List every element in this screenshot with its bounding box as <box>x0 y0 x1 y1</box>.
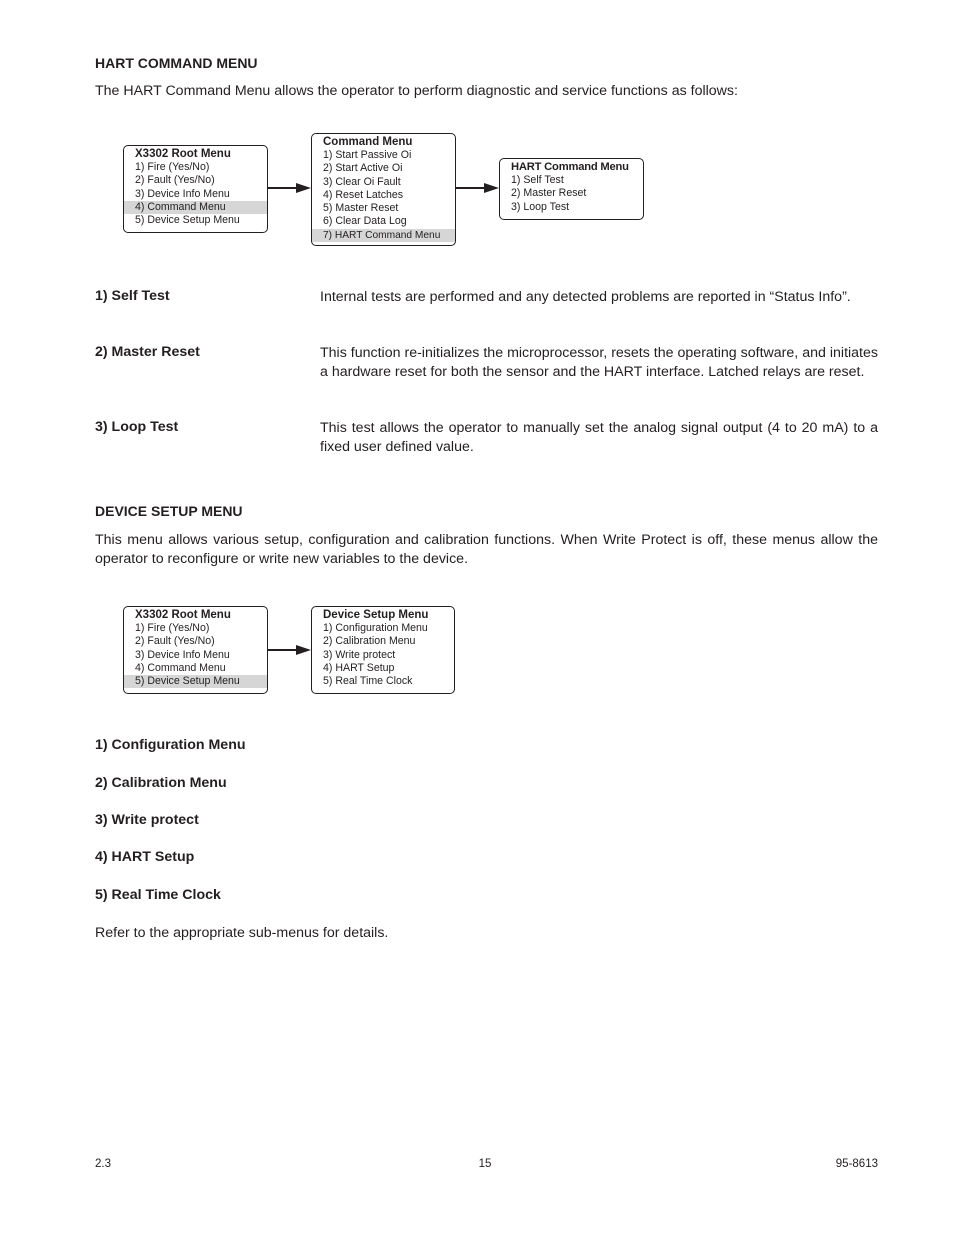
device-setup-menu-item: 5) Real Time Clock <box>323 675 413 688</box>
section-intro-hart: The HART Command Menu allows the operator to perform diagnostic and service functions as follows: <box>95 83 738 99</box>
command-menu-title: Command Menu <box>323 136 413 148</box>
arrow-right-icon <box>268 645 311 655</box>
command-menu-item-highlighted: 7) HART Command Menu <box>312 229 455 242</box>
root-menu-item: 1) Fire (Yes/No) <box>135 161 210 173</box>
setup-item-write-protect: 3) Write protect <box>95 812 199 828</box>
section-heading-hart-command-menu: HART COMMAND MENU <box>95 55 258 71</box>
root-menu-item: 4) Command Menu <box>135 661 226 674</box>
hart-command-menu-box <box>499 158 644 220</box>
definition-term-loop-test: 3) Loop Test <box>95 419 179 435</box>
command-menu-item: 6) Clear Data Log <box>323 215 407 228</box>
footer-document-number: 95-8613 <box>835 1158 878 1170</box>
root-menu-box <box>123 145 268 233</box>
root-menu-item: 5) Device Setup Menu <box>135 214 240 227</box>
hart-command-menu-title: HART Command Menu <box>511 161 629 173</box>
section-heading-device-setup-menu: DEVICE SETUP MENU <box>95 503 243 519</box>
device-setup-menu-item: 3) Write protect <box>323 648 396 661</box>
section-intro-device-setup: This menu allows various setup, configuration and calibration functions. When Write Protect is off, these menus allow the operator to reconfigure or write new variables to the device. <box>95 532 878 567</box>
root-menu-item: 3) Device Info Menu <box>135 648 230 661</box>
command-menu-item: 2) Start Active Oi <box>323 162 403 175</box>
definition-term-self-test: 1) Self Test <box>95 288 170 304</box>
root-menu-title: X3302 Root Menu <box>135 148 231 160</box>
closing-text: Refer to the appropriate sub-menus for details. <box>95 925 389 941</box>
device-setup-menu-item: 1) Configuration Menu <box>323 622 428 634</box>
arrow-right-icon <box>268 183 311 193</box>
definition-term-master-reset: 2) Master Reset <box>95 344 200 360</box>
command-menu-item: 4) Reset Latches <box>323 188 404 201</box>
hart-command-menu-item: 3) Loop Test <box>511 200 570 213</box>
root-menu-item: 2) Fault (Yes/No) <box>135 174 215 187</box>
footer-revision: 2.3 <box>95 1158 111 1170</box>
device-setup-menu-box <box>311 606 455 694</box>
root-menu-item: 3) Device Info Menu <box>135 187 230 200</box>
definition-desc-master-reset: This function re-initializes the microprocessor, resets the operating software, and initiates a hardware reset for both the sensor and the HART interface. Latched relays are reset. <box>320 345 878 380</box>
device-setup-menu-title: Device Setup Menu <box>323 609 429 621</box>
footer-page-number: 15 <box>478 1158 492 1170</box>
command-menu-item: 5) Master Reset <box>323 202 399 215</box>
root-menu-item-highlighted: 5) Device Setup Menu <box>124 675 267 688</box>
setup-item-configuration-menu: 1) Configuration Menu <box>95 737 246 753</box>
hart-command-menu-item: 2) Master Reset <box>511 187 587 200</box>
setup-item-calibration-menu: 2) Calibration Menu <box>95 775 227 791</box>
hart-command-menu-item: 1) Self Test <box>511 174 564 186</box>
command-menu-item: 3) Clear Oi Fault <box>323 175 401 188</box>
definition-desc-loop-test: This test allows the operator to manually set the analog signal output (4 to 20 mA) to a fixed user defined value. <box>320 420 878 455</box>
command-menu-item: 1) Start Passive Oi <box>323 149 412 161</box>
root-menu-item: 1) Fire (Yes/No) <box>135 622 210 634</box>
root-menu-item: 2) Fault (Yes/No) <box>135 635 215 648</box>
device-setup-menu-item: 2) Calibration Menu <box>323 635 416 648</box>
setup-item-real-time-clock: 5) Real Time Clock <box>95 887 221 903</box>
setup-item-hart-setup: 4) HART Setup <box>95 849 195 865</box>
device-setup-menu-item: 4) HART Setup <box>323 661 395 674</box>
arrow-right-icon <box>456 183 499 193</box>
command-menu-box <box>311 133 456 246</box>
root-menu-title: X3302 Root Menu <box>135 609 231 621</box>
root-menu-item-highlighted: 4) Command Menu <box>124 201 267 214</box>
definition-desc-self-test: Internal tests are performed and any detected problems are reported in “Status Info”. <box>320 289 851 305</box>
root-menu-box <box>123 606 268 694</box>
